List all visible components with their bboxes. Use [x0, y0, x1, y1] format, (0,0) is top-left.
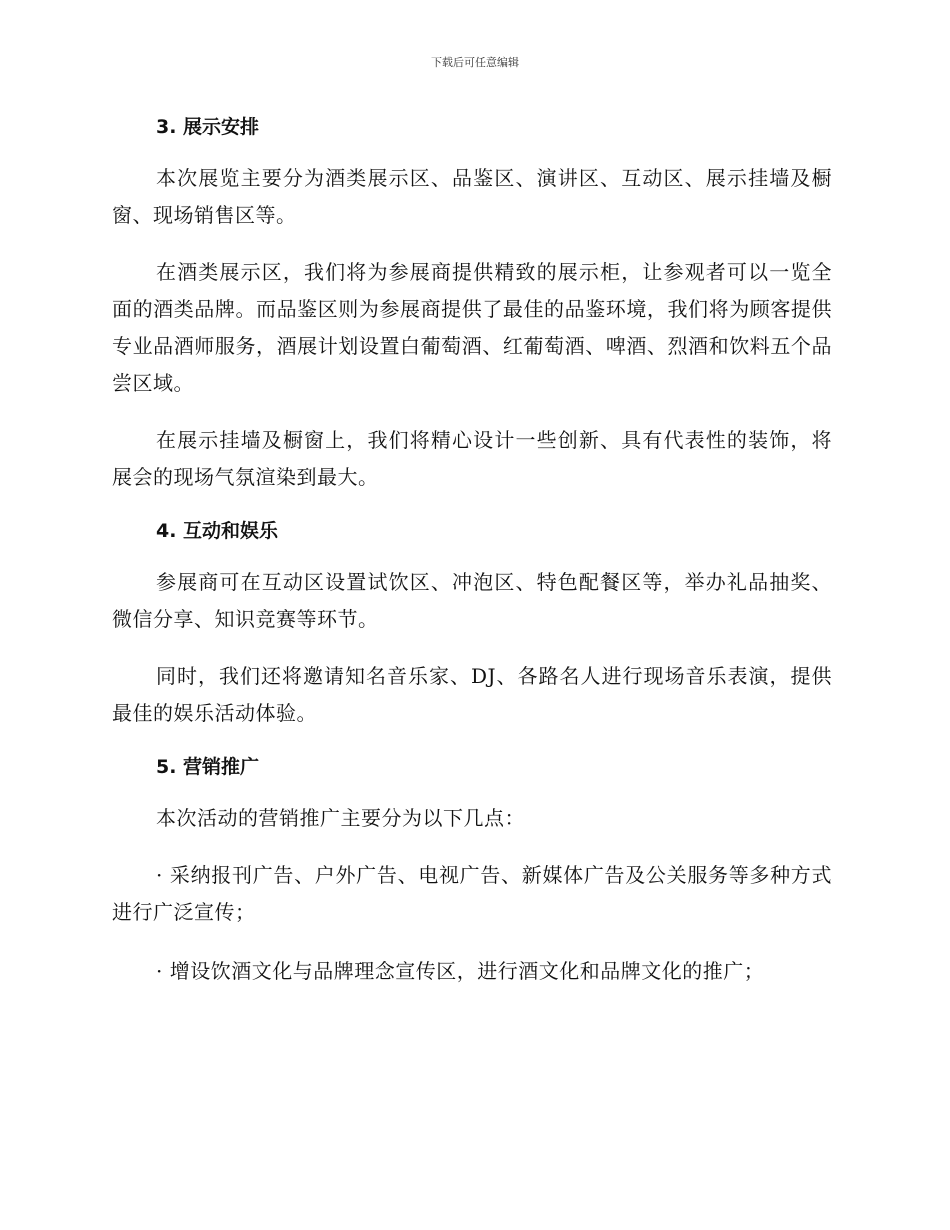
paragraph: 在酒类展示区，我们将为参展商提供精致的展示柜，让参观者可以一览全面的酒类品牌。而品鉴区则为参展商提供了最佳的品鉴环境，我们将为顾客提供专业品酒师服务，酒展计划设置白葡萄酒、红葡萄酒、啤酒、烈酒和饮料五个品尝区域。 [112, 260, 832, 395]
paragraph: 参展商可在互动区设置试饮区、冲泡区、特色配餐区等，举办礼品抽奖、微信分享、知识竞赛等环节。 [112, 570, 832, 631]
section-heading: 4. 互动和娱乐 [156, 520, 279, 542]
section-display-arrangement [112, 112, 832, 496]
section-interaction-entertainment [112, 516, 832, 732]
paragraph: 在展示挂墙及橱窗上，我们将精心设计一些创新、具有代表性的装饰，将展会的现场气氛渲染到最大。 [112, 428, 832, 489]
section-heading: 5. 营销推广 [156, 756, 260, 778]
paragraph: 本次活动的营销推广主要分为以下几点： [156, 806, 525, 830]
bullet-item: · 采纳报刊广告、户外广告、电视广告、新媒体广告及公关服务等多种方式进行广泛宣传； [112, 863, 832, 924]
paragraph: 同时，我们还将邀请知名音乐家、DJ、各路名人进行现场音乐表演，提供最佳的娱乐活动体验。 [112, 664, 832, 725]
paragraph: 本次展览主要分为酒类展示区、品鉴区、演讲区、互动区、展示挂墙及橱窗、现场销售区等。 [112, 166, 832, 227]
section-heading: 3. 展示安排 [156, 116, 260, 138]
section-marketing-promotion [112, 752, 832, 990]
document-body [112, 112, 832, 1012]
bullet-item: · 增设饮酒文化与品牌理念宣传区，进行酒文化和品牌文化的推广； [156, 959, 765, 983]
page-header: 下载后可任意编辑 [431, 56, 519, 69]
